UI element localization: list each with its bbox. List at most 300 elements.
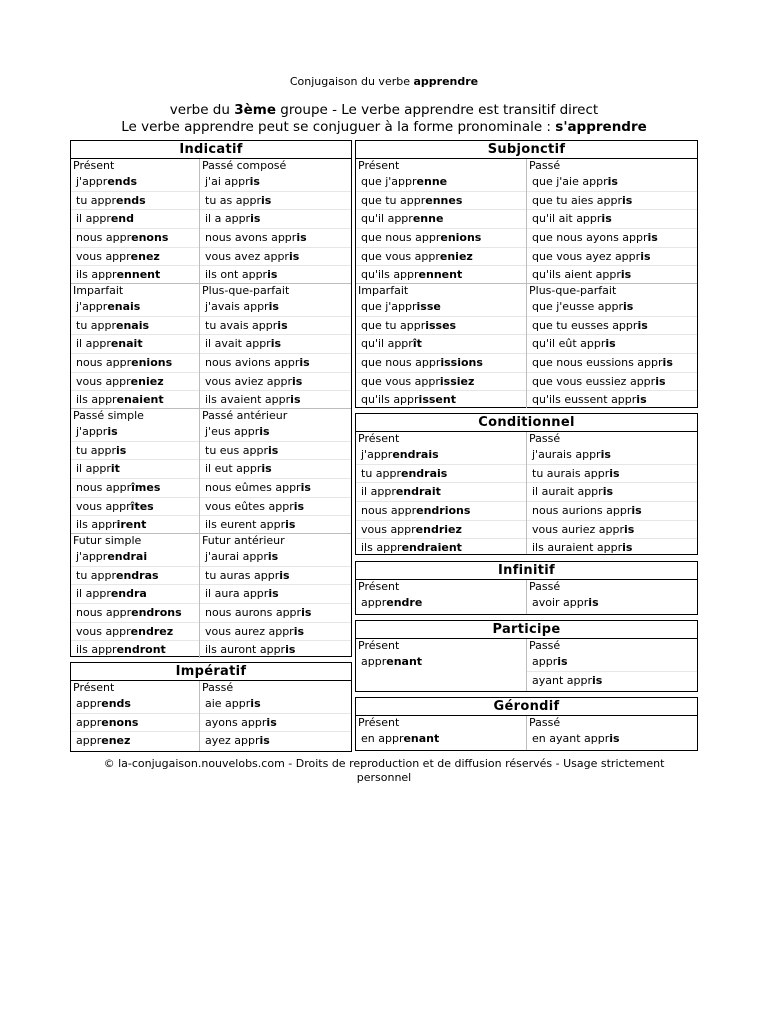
verb-ending: is xyxy=(285,518,296,532)
conjugation-row xyxy=(200,229,351,248)
verb-ending: enne xyxy=(412,212,444,226)
tense-label: Passé xyxy=(529,716,561,729)
conjugation-row xyxy=(71,604,199,623)
conditionnel-title: Conditionnel xyxy=(356,414,697,432)
conjugation-row xyxy=(356,373,526,392)
verb-stem: il a appr xyxy=(205,212,251,226)
verb-ending: is xyxy=(107,425,118,438)
verb-stem: que nous appr xyxy=(361,356,441,370)
verb-stem: nous aurons appr xyxy=(205,606,302,620)
verb-ending: ît xyxy=(412,337,422,351)
conjugation-row xyxy=(356,210,526,229)
verb-stem: que tu eusses appr xyxy=(532,318,638,332)
verb-ending: eniez xyxy=(130,374,164,388)
verb-ending: is xyxy=(260,193,272,207)
conjugation-row xyxy=(71,695,199,714)
verb-ending: is xyxy=(647,231,658,245)
verb-ending: ends xyxy=(116,193,146,207)
tense-label: Passé xyxy=(202,681,234,694)
tense-label: Futur simple xyxy=(73,534,142,547)
verb-stem: que j'aie appr xyxy=(532,175,608,188)
verb-stem: ils avaient appr xyxy=(205,393,291,407)
tense-column xyxy=(71,159,199,283)
conjugation-row xyxy=(200,604,351,623)
verb-stem: nous appr xyxy=(76,231,132,245)
verb-stem: ils auraient appr xyxy=(532,541,623,555)
conjugation-row xyxy=(200,732,351,750)
tense-label: Passé simple xyxy=(73,409,144,422)
tense-column xyxy=(356,284,526,408)
verb-stem: tu eus appr xyxy=(205,443,268,457)
verb-ending: is xyxy=(609,466,620,480)
verb-stem: que tu appr xyxy=(361,318,426,332)
conjugation-row xyxy=(200,498,351,517)
conjugation-row xyxy=(200,317,351,336)
verb-stem: j'avais appr xyxy=(205,300,269,313)
tense-column xyxy=(199,681,351,751)
verb-stem: il appr xyxy=(76,212,111,226)
verb-stem: appr xyxy=(76,734,102,748)
verb-ending: is xyxy=(623,300,634,313)
verb-ending: ennent xyxy=(116,268,161,282)
tense-section xyxy=(71,681,351,751)
conjugation-row xyxy=(71,266,199,284)
verb-stem: qu'il appr xyxy=(361,212,413,226)
subjonctif-title: Subjonctif xyxy=(356,141,697,159)
conjugation-row xyxy=(200,442,351,461)
gerondif-box xyxy=(355,697,698,751)
verb-ending: is xyxy=(592,673,603,687)
conjugation-row xyxy=(200,516,351,534)
verb-ending: is xyxy=(662,356,673,370)
verb-stem: vous appr xyxy=(76,249,131,263)
verb-group-line xyxy=(0,102,768,118)
tense-column xyxy=(526,716,697,750)
participe-box xyxy=(355,620,698,692)
verb-ending: endrai xyxy=(107,550,148,563)
tense-label: Imparfait xyxy=(73,284,124,297)
conjugation-row xyxy=(71,585,199,604)
verb-stem: vous appr xyxy=(361,522,416,536)
conjugation-row xyxy=(356,483,526,502)
verb-ending: endrez xyxy=(130,624,174,638)
verb-stem: vous eûtes appr xyxy=(205,499,294,513)
conjugation-row xyxy=(71,714,199,733)
conjugation-row xyxy=(71,373,199,392)
conjugation-row xyxy=(71,442,199,461)
verb-stem: que j'eusse appr xyxy=(532,300,623,313)
tense-column xyxy=(199,409,351,533)
conjugation-row xyxy=(356,653,526,671)
conjugation-row xyxy=(71,641,199,659)
line1-group: 3ème xyxy=(234,102,277,118)
conjugation-row xyxy=(527,502,697,521)
tense-label: Passé xyxy=(529,159,561,172)
verb-stem: j'ai appr xyxy=(205,175,250,188)
verb-stem: j'appr xyxy=(361,448,393,461)
verb-stem: vous auriez appr xyxy=(532,522,624,536)
conjugation-row xyxy=(200,714,351,733)
verb-ending: is xyxy=(601,212,612,226)
verb-stem: que vous appr xyxy=(361,249,440,263)
verb-stem: ils appr xyxy=(76,643,117,657)
tense-section xyxy=(356,580,697,614)
tense-section xyxy=(356,159,697,284)
verb-ending: enez xyxy=(101,734,131,748)
conjugation-row xyxy=(71,623,199,642)
conjugation-row xyxy=(71,248,199,267)
verb-stem: tu appr xyxy=(76,193,117,207)
verb-stem: tu appr xyxy=(361,466,402,480)
conjugation-row xyxy=(356,521,526,540)
verb-ending: enais xyxy=(116,318,150,332)
conjugation-row xyxy=(356,192,526,211)
conjugation-row xyxy=(527,354,697,373)
tense-column xyxy=(526,580,697,614)
verb-ending: is xyxy=(631,504,642,518)
infinitif-box xyxy=(355,561,698,615)
verb-stem: que nous ayons appr xyxy=(532,231,648,245)
tense-section xyxy=(356,284,697,408)
verb-ending: is xyxy=(279,568,290,582)
imperatif-title: Impératif xyxy=(71,663,351,681)
participe-title: Participe xyxy=(356,621,697,639)
verb-stem: appr xyxy=(76,697,102,710)
conditionnel-box xyxy=(355,413,698,555)
verb-ending: endraient xyxy=(401,541,462,555)
conjugation-row xyxy=(200,423,351,442)
verb-ending: enant xyxy=(403,732,440,745)
verb-ending: is xyxy=(292,374,303,388)
verb-stem: ayant appr xyxy=(532,673,593,687)
verb-stem: il appr xyxy=(361,485,396,499)
verb-ending: endrions xyxy=(416,504,471,518)
verb-ending: is xyxy=(277,318,288,332)
conjugation-row xyxy=(200,548,351,567)
verb-stem: ils appr xyxy=(76,268,117,282)
verb-ending: endront xyxy=(116,643,166,657)
verb-ending: is xyxy=(259,734,270,748)
verb-ending: is xyxy=(299,356,310,370)
verb-stem: tu appr xyxy=(76,318,117,332)
verb-ending: is xyxy=(300,481,311,495)
verb-ending: is xyxy=(288,249,300,263)
conjugation-row xyxy=(356,446,526,465)
verb-ending: is xyxy=(605,337,616,351)
indicatif-box xyxy=(70,140,352,657)
conjugation-row xyxy=(71,460,199,479)
verb-stem: il aura appr xyxy=(205,587,269,601)
verb-stem: que nous eussions appr xyxy=(532,356,663,370)
tense-section xyxy=(71,534,351,658)
verb-stem: appr xyxy=(361,596,387,609)
verb-stem: que j'appr xyxy=(361,300,417,313)
verb-stem: tu appr xyxy=(76,443,117,457)
verb-stem: ayons appr xyxy=(205,715,267,729)
verb-ending: is xyxy=(655,374,666,388)
verb-stem: ils ont appr xyxy=(205,268,268,282)
tense-label: Présent xyxy=(73,681,115,694)
verb-ending: enions xyxy=(440,231,482,245)
conjugation-row xyxy=(527,335,697,354)
verb-stem: ils eurent appr xyxy=(205,518,286,532)
verb-ending: endre xyxy=(386,596,423,609)
tense-column xyxy=(71,284,199,408)
verb-ending: is xyxy=(588,596,599,609)
conjugation-row xyxy=(527,248,697,267)
conjugation-row xyxy=(527,373,697,392)
verb-ending: endrait xyxy=(395,485,441,499)
conjugation-row xyxy=(356,173,526,192)
conjugation-row xyxy=(356,229,526,248)
conjugation-row xyxy=(200,373,351,392)
verb-stem: aie appr xyxy=(205,697,251,710)
verb-ending: it xyxy=(110,462,120,476)
conjugation-row xyxy=(527,266,697,284)
conjugation-row xyxy=(71,210,199,229)
line2-pronominal: s'apprendre xyxy=(555,119,647,135)
verb-ending: irent xyxy=(116,518,147,532)
conjugation-row xyxy=(527,229,697,248)
conjugation-row xyxy=(71,479,199,498)
tense-section xyxy=(71,409,351,534)
conjugation-row xyxy=(527,317,697,336)
verb-stem: j'appr xyxy=(76,175,108,188)
verb-stem: que vous appr xyxy=(361,374,440,388)
imperatif-box xyxy=(70,662,352,752)
verb-ending: endra xyxy=(110,587,147,601)
tense-section xyxy=(356,432,697,554)
verb-stem: nous eûmes appr xyxy=(205,481,301,495)
conjugation-row xyxy=(356,248,526,267)
verb-ending: is xyxy=(267,550,279,563)
verb-stem: que nous appr xyxy=(361,231,441,245)
verb-ending: is xyxy=(622,541,633,555)
verb-stem: que tu appr xyxy=(361,193,426,207)
verb-ending: enait xyxy=(110,337,143,351)
conjugation-row xyxy=(200,567,351,586)
conjugation-row xyxy=(200,298,351,317)
verb-ending: is xyxy=(290,393,301,407)
verb-ending: is xyxy=(640,249,651,263)
tense-column xyxy=(526,284,697,408)
verb-ending: is xyxy=(249,175,260,188)
verb-ending: is xyxy=(267,443,279,457)
verb-ending: is xyxy=(250,697,261,710)
subjonctif-box xyxy=(355,140,698,408)
tense-label: Passé xyxy=(529,432,561,445)
verb-stem: vous appr xyxy=(76,624,131,638)
verb-ending: enaient xyxy=(116,393,164,407)
conjugation-row xyxy=(527,521,697,540)
copyright-footer: © la-conjugaison.nouvelobs.com - Droits de reproduction et de diffusion réservés - Usage strictement personnel xyxy=(103,757,665,784)
verb-stem: qu'ils appr xyxy=(361,393,419,407)
verb-stem: vous aviez appr xyxy=(205,374,293,388)
conjugation-row xyxy=(356,391,526,409)
verb-ending: enons xyxy=(131,231,169,245)
conjugation-row xyxy=(356,465,526,484)
verb-stem: nous appr xyxy=(76,481,132,495)
verb-stem: vous avez appr xyxy=(205,249,289,263)
tense-column xyxy=(71,534,199,658)
conjugation-row xyxy=(200,248,351,267)
conjugation-row xyxy=(527,653,697,672)
verb-ending: isse xyxy=(416,300,441,313)
verb-stem: que vous eussiez appr xyxy=(532,374,656,388)
conjugation-row xyxy=(527,446,697,465)
verb-stem: ayez appr xyxy=(205,734,260,748)
verb-ending: is xyxy=(285,643,296,657)
verb-ending: is xyxy=(636,393,647,407)
conjugation-row xyxy=(527,465,697,484)
verb-stem: tu aurais appr xyxy=(532,466,610,480)
verb-stem: il aurait appr xyxy=(532,485,603,499)
conjugation-row xyxy=(71,391,199,409)
indicatif-title: Indicatif xyxy=(71,141,351,159)
tense-section xyxy=(71,284,351,409)
conjugation-row xyxy=(200,641,351,659)
conjugation-row xyxy=(71,548,199,567)
conjugation-row xyxy=(200,479,351,498)
conjugation-row xyxy=(200,354,351,373)
verb-stem: vous aurez appr xyxy=(205,624,294,638)
conjugation-row xyxy=(356,298,526,317)
verb-ending: enais xyxy=(107,300,141,313)
verb-stem: tu avais appr xyxy=(205,318,278,332)
verb-ending: end xyxy=(110,212,135,226)
conjugation-row xyxy=(527,210,697,229)
verb-stem: il appr xyxy=(76,462,111,476)
verb-stem: qu'ils eussent appr xyxy=(532,393,637,407)
verb-ending: is xyxy=(268,587,279,601)
verb-stem: qu'il ait appr xyxy=(532,212,602,226)
tense-label: Passé composé xyxy=(202,159,287,172)
tense-label: Présent xyxy=(358,580,400,593)
verb-ending: endrons xyxy=(131,606,182,620)
verb-ending: is xyxy=(624,522,635,536)
verb-stem: nous appr xyxy=(76,606,132,620)
line2-part-a: Le verbe apprendre peut se conjuguer à la forme pronominale : xyxy=(121,119,556,135)
tense-column xyxy=(526,639,697,691)
verb-stem: qu'ils appr xyxy=(361,268,419,282)
conjugation-row xyxy=(200,391,351,409)
verb-stem: j'eus appr xyxy=(205,425,260,438)
verb-ending: ennes xyxy=(425,193,463,207)
conjugation-row xyxy=(71,317,199,336)
conjugation-row xyxy=(200,585,351,604)
verb-ending: ends xyxy=(107,175,138,188)
verb-ending: is xyxy=(261,462,272,476)
tense-section xyxy=(356,639,697,691)
verb-ending: is xyxy=(602,485,614,499)
tense-column xyxy=(526,432,697,554)
verb-ending: is xyxy=(557,655,568,668)
verb-ending: endrais xyxy=(401,466,448,480)
verb-ending: endras xyxy=(116,568,159,582)
conjugation-row xyxy=(527,298,697,317)
conjugation-row xyxy=(356,594,526,612)
verb-ending: issions xyxy=(440,356,483,370)
verb-ending: is xyxy=(270,337,282,351)
tense-label: Présent xyxy=(358,639,400,652)
conjugation-row xyxy=(71,354,199,373)
verb-ending: ennent xyxy=(418,268,463,282)
tense-column xyxy=(356,432,526,554)
tense-column xyxy=(199,159,351,283)
tense-column xyxy=(71,681,199,751)
tense-label: Imparfait xyxy=(358,284,409,297)
verb-ending: enne xyxy=(416,175,448,188)
verb-stem: tu auras appr xyxy=(205,568,280,582)
conjugation-row xyxy=(527,173,697,192)
tense-section xyxy=(71,159,351,284)
conjugation-row xyxy=(71,567,199,586)
verb-ending: enant xyxy=(386,655,423,668)
verb-ending: is xyxy=(259,425,270,438)
tense-label: Présent xyxy=(358,716,400,729)
gerondif-title: Gérondif xyxy=(356,698,697,716)
conjugation-row xyxy=(356,266,526,284)
verb-ending: is xyxy=(296,231,307,245)
conjugation-row xyxy=(71,423,199,442)
verb-stem: il appr xyxy=(76,587,111,601)
conjugation-row xyxy=(71,229,199,248)
conjugation-row xyxy=(200,335,351,354)
title-prefix: Conjugaison du verbe xyxy=(289,75,414,88)
verb-ending: is xyxy=(637,318,648,332)
conjugation-row xyxy=(71,173,199,192)
conjugation-row xyxy=(200,210,351,229)
verb-stem: ils auront appr xyxy=(205,643,286,657)
conjugation-row xyxy=(200,192,351,211)
verb-ending: is xyxy=(622,193,633,207)
tense-label: Présent xyxy=(73,159,115,172)
verb-stem: en appr xyxy=(361,732,404,745)
verb-ending: enons xyxy=(101,715,139,729)
conjugation-row xyxy=(200,173,351,192)
verb-stem: en ayant appr xyxy=(532,732,610,745)
verb-ending: issiez xyxy=(439,374,475,388)
verb-stem: j'aurais appr xyxy=(532,448,601,461)
conjugation-row xyxy=(71,298,199,317)
verb-stem: ils appr xyxy=(76,518,117,532)
conjugation-row xyxy=(527,672,697,690)
conjugation-row xyxy=(356,317,526,336)
verb-stem: nous appr xyxy=(76,356,132,370)
tense-label: Passé xyxy=(529,580,561,593)
tense-label: Plus-que-parfait xyxy=(202,284,290,297)
verb-ending: eniez xyxy=(439,249,473,263)
verb-stem: j'appr xyxy=(76,425,108,438)
verb-stem: que j'appr xyxy=(361,175,417,188)
line1-part-c: groupe - Le verbe apprendre est transitif direct xyxy=(276,102,599,118)
conjugation-row xyxy=(71,516,199,534)
verb-stem: vous appr xyxy=(76,374,131,388)
conjugation-row xyxy=(71,732,199,750)
verb-stem: appr xyxy=(532,655,558,668)
tense-label: Futur antérieur xyxy=(202,534,285,547)
conjugation-row xyxy=(356,539,526,557)
verb-ending: ends xyxy=(101,697,131,710)
conjugation-row xyxy=(527,539,697,557)
verb-ending: isses xyxy=(425,318,457,332)
verb-stem: qu'il appr xyxy=(361,337,413,351)
tense-label: Présent xyxy=(358,159,400,172)
verb-ending: is xyxy=(600,448,611,461)
conjugation-row xyxy=(200,460,351,479)
tense-column xyxy=(526,159,697,283)
conjugation-row xyxy=(356,354,526,373)
